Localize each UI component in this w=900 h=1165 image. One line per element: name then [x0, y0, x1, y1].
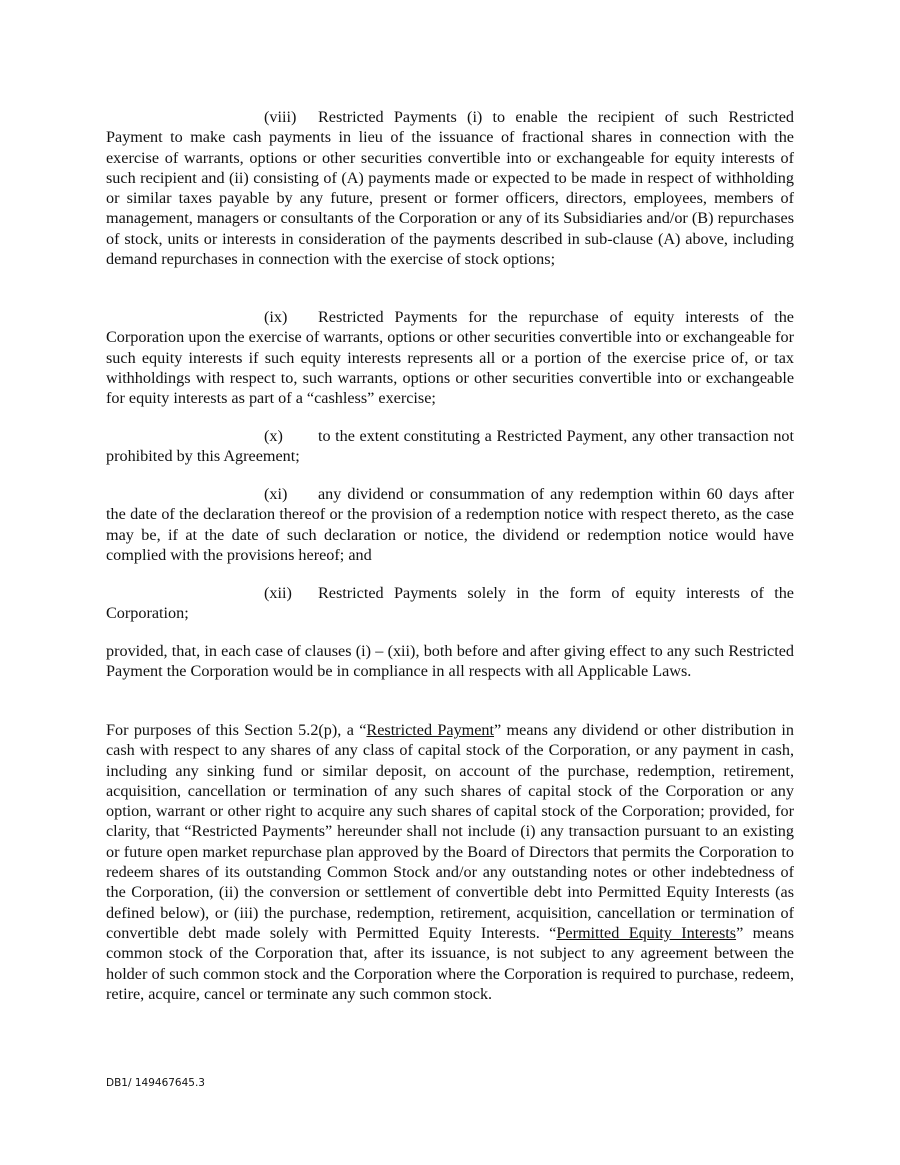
defined-term-restricted-payment: Restricted Payment: [366, 721, 495, 739]
clause-text: to the extent constituting a Restricted Payment, any other transaction not prohibited by this Agreement;: [106, 427, 794, 466]
clause-x: [106, 426, 794, 467]
document-footer-id: DB1/ 149467645.3: [106, 1077, 205, 1089]
proviso-paragraph: [106, 641, 794, 682]
clause-number: (xi): [264, 485, 288, 503]
definition-body: ” means any dividend or other distribution in cash with respect to any shares of any class of capital stock of the Corporation, or any payment in cash, including any sinking fund or similar deposit, on account of the purchase, redemption, retirement, acquisition, cancellation or termination of any such shares of capital stock of the Corporation or any option, warrant or other right to acquire any such shares of capital stock of the Corporation; provided, for clarity, that “Restricted Payments” hereunder shall not include (i) any transaction pursuant to an existing or future open market repurchase plan approved by the Board of Directors that permits the Corporation to redeem shares of its outstanding Common Stock and/or any outstanding notes or other indebtedness of the Corporation, (ii) the conversion or settlement of convertible debt into Permitted Equity Interests (as defined below), or (iii) the purchase, redemption, retirement, acquisition, cancellation or termination of convertible debt made solely with Permitted Equity Interests. “: [106, 721, 794, 942]
definition-intro: For purposes of this Section 5.2(p), a “: [106, 721, 367, 739]
clause-text: Restricted Payments for the repurchase of equity interests of the Corporation upon the exercise of warrants, options or other securities convertible into or exchangeable for such equity interests if such equity interests represents all or a portion of the exercise price of, or tax withholdings with respect to, such warrants, options or other securities convertible into or exchangeable for equity interests as part of a “cashless” exercise;: [106, 308, 794, 408]
clause-text: any dividend or consummation of any redemption within 60 days after the date of the declaration thereof or the provision of a redemption notice with respect thereto, as the case may be, if at the date of such declaration or notice, the dividend or redemption notice would have complied with the provisions hereof; and: [106, 485, 794, 564]
definition-paragraph: [106, 720, 794, 1004]
clause-number: (xii): [264, 584, 292, 602]
clause-number: (ix): [264, 308, 288, 326]
clause-ix: [106, 307, 794, 408]
clause-text: Restricted Payments (i) to enable the recipient of such Restricted Payment to make cash payments in lieu of the issuance of fractional shares in connection with the exercise of warrants, options or other securities convertible into or exchangeable for equity interests of such recipient and (ii) consisting of (A) payments made or expected to be made in respect of withholding or similar taxes payable by any future, present or former officers, directors, employees, members of management, managers or consultants of the Corporation or any of its Subsidiaries and/or (B) repurchases of stock, units or interests in consideration of the payments described in sub-clause (A) above, including demand repurchases in connection with the exercise of stock options;: [106, 108, 794, 269]
proviso-text: provided, that, in each case of clauses (i) – (xii), both before and after giving effect to any such Restricted Payment the Corporation would be in compliance in all respects with all Applicable Laws.: [106, 642, 794, 681]
definition-end: ” means common stock of the Corporation that, after its issuance, is not subject to any agreement between the holder of such common stock and the Corporation where the Corporation is required to purchase, redeem, retire, acquire, cancel or terminate any such common stock.: [106, 923, 794, 1003]
defined-term-permitted-equity-interests: Permitted Equity Interests: [556, 923, 737, 942]
clause-number: (viii): [264, 108, 297, 126]
clause-number: (x): [264, 427, 283, 445]
clause-text: Restricted Payments solely in the form of equity interests of the Corporation;: [106, 584, 794, 623]
clause-xi: [106, 484, 794, 565]
clause-xii: [106, 583, 794, 624]
clause-viii: [106, 107, 794, 269]
